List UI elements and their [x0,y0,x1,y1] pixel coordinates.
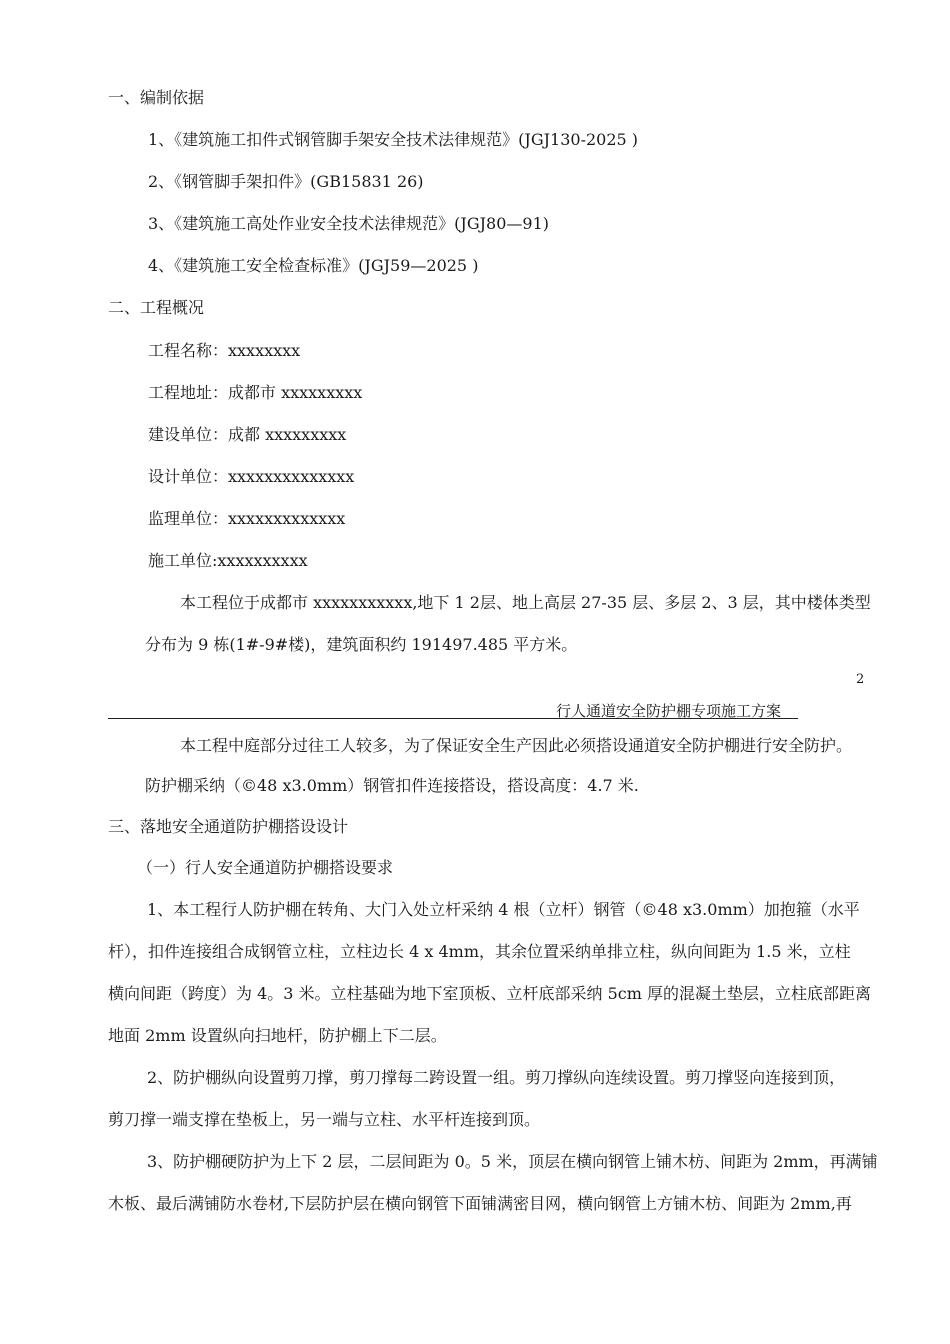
project-address: 工程地址：成都市 xxxxxxxxx [148,383,363,402]
purpose-paragraph-line-1: 本工程中庭部分过往工人较多，为了保证安全生产因此必须搭设通道安全防护棚进行安全防护。 [180,736,853,755]
design-unit: 设计单位：xxxxxxxxxxxxxx [148,467,355,486]
supervision-unit: 监理单位：xxxxxxxxxxxxx [148,509,346,528]
reference-item-3: 3、《建筑施工高处作业安全技术法律规范》(JGJ80—91) [148,214,549,233]
subheading-requirements: （一）行人安全通道防护棚搭设要求 [137,858,394,877]
section-heading-design: 三、落地安全通道防护棚搭设设计 [108,817,349,836]
item3-line-1: 3、防护棚硬防护为上下 2 层，二层间距为 0。5 米，顶层在横向钢管上铺木枋、间距为 2mm，再满铺 [147,1152,878,1171]
overview-paragraph-line-1: 本工程位于成都市 xxxxxxxxxxx,地下 1 2层、地上高层 27-35 层、多层 2、3 层，其中楼体类型 [180,593,871,612]
item2-line-1: 2、防护棚纵向设置剪刀撑，剪刀撑每二跨设置一组。剪刀撑纵向连续设置。剪刀撑竖向连接到顶， [147,1068,846,1087]
owner-unit: 建设单位：成都 xxxxxxxxx [148,425,347,444]
reference-item-1: 1、《建筑施工扣件式钢管脚手架安全技术法律规范》(JGJ130-2025 ) [148,130,639,149]
section-heading-overview: 二、工程概况 [108,298,205,317]
reference-item-2: 2、《钢管脚手架扣件》(GB15831 26) [148,172,424,191]
overview-paragraph-line-2: 分布为 9 栋(1#-9#楼)，建筑面积约 191497.485 平方米。 [145,635,578,654]
page-number: 2 [856,672,865,687]
item1-line-4: 地面 2mm 设置纵向扫地杆，防护棚上下二层。 [108,1026,447,1045]
item1-line-1: 1、本工程行人防护棚在转角、大门入处立杆采纳 4 根（立杆）钢管（©48 x3.0mm）加抱箍（水平 [147,900,860,919]
header-rule [108,718,798,719]
page-header-title: 行人通道安全防护棚专项施工方案 [556,702,782,720]
item1-line-3: 横向间距（跨度）为 4。3 米。立柱基础为地下室顶板、立杆底部采纳 5cm 厚的混凝土垫层，立柱底部距离 [108,984,872,1003]
construction-unit: 施工单位:xxxxxxxxxx [148,551,308,570]
purpose-paragraph-line-2: 防护棚采纳（©48 x3.0mm）钢管扣件连接搭设，搭设高度：4.7 米. [145,776,639,795]
item3-line-2: 木板、最后满铺防水卷材,下层防护层在横向钢管下面铺满密目网，横向钢管上方铺木枋、间距为 2mm,再 [108,1194,852,1213]
reference-item-4: 4、《建筑施工安全检查标准》(JGJ59—2025 ) [148,256,479,275]
item1-line-2: 杆），扣件连接组合成钢管立柱，立柱边长 4 x 4mm，其余位置采纳单排立柱，纵向间距为 1.5 米，立柱 [108,942,851,961]
project-name: 工程名称：xxxxxxxx [148,341,301,360]
section-heading-basis: 一、编制依据 [108,88,205,107]
item2-line-2: 剪刀撑一端支撑在垫板上，另一端与立柱、水平杆连接到顶。 [108,1110,541,1129]
